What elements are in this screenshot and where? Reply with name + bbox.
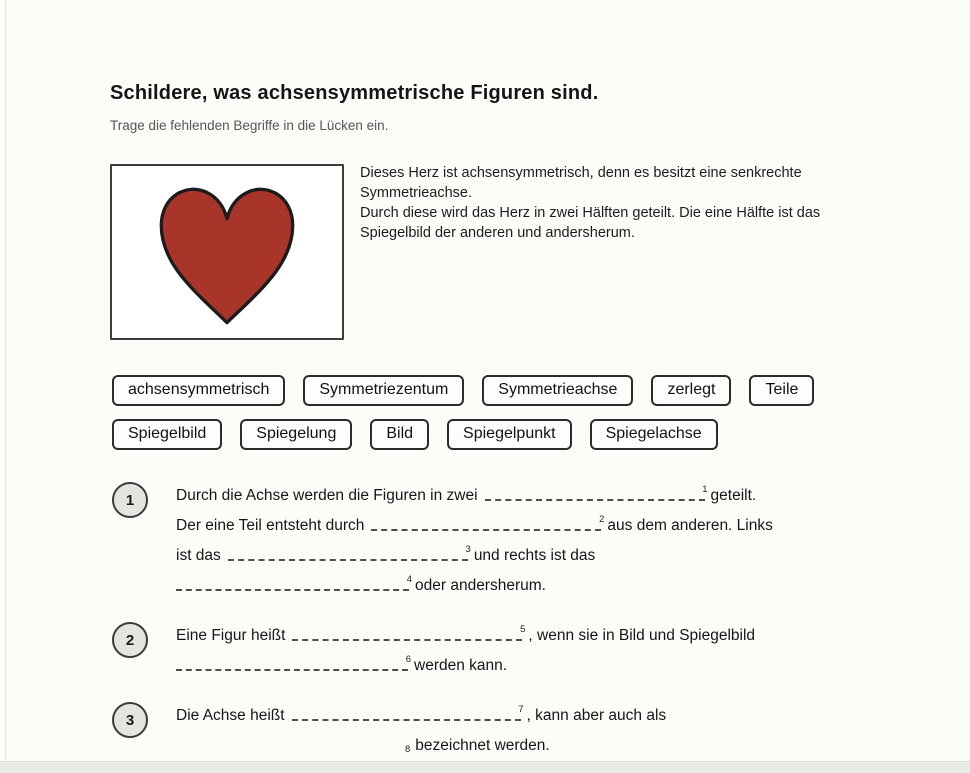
blank-number: 2 bbox=[599, 514, 605, 525]
word-chip-achsensymmetrisch[interactable]: achsensymmetrisch bbox=[112, 375, 285, 406]
line-text: werden kann. bbox=[414, 657, 508, 674]
line-text: geteilt. bbox=[710, 487, 757, 504]
exercise-1-lines bbox=[176, 479, 773, 601]
line-text: Eine Figur heißt bbox=[176, 627, 286, 644]
blank-field-7[interactable] bbox=[292, 704, 524, 721]
page-left-edge bbox=[5, 0, 6, 773]
line-text: und rechts ist das bbox=[473, 547, 596, 564]
blank-number[interactable]: 8 bbox=[405, 744, 411, 755]
line-text: Der eine Teil entsteht durch bbox=[176, 517, 365, 534]
word-chip-bild[interactable]: Bild bbox=[370, 419, 429, 450]
page-bottom-edge bbox=[0, 761, 970, 773]
heart-explanation bbox=[360, 163, 880, 243]
line-text: , wenn sie in Bild und Spiegelbild bbox=[528, 627, 756, 644]
heart-figure-box bbox=[110, 164, 344, 340]
page-instructions: Trage die fehlenden Begriffe in die Lücken ein. bbox=[110, 118, 389, 133]
exercise-3 bbox=[112, 699, 773, 761]
explanation-line: Symmetrieachse. bbox=[360, 185, 473, 201]
exercise-line bbox=[176, 541, 773, 571]
blank-number: 1 bbox=[702, 484, 708, 495]
word-bank-row-1 bbox=[112, 375, 814, 406]
word-chip-zerlegt[interactable]: zerlegt bbox=[651, 375, 731, 406]
exercise-line bbox=[176, 511, 773, 541]
line-text: , kann aber auch als bbox=[526, 707, 667, 724]
blank-field-6[interactable] bbox=[176, 654, 411, 671]
word-chip-symmetrieachse[interactable]: Symmetrieachse bbox=[482, 375, 633, 406]
word-chip-spiegelbild[interactable]: Spiegelbild bbox=[112, 419, 222, 450]
word-chip-symmetriezentum[interactable]: Symmetriezentum bbox=[303, 375, 464, 406]
blank-field-5[interactable] bbox=[292, 624, 526, 641]
blank-field-1[interactable] bbox=[485, 484, 708, 501]
line-text: ist das bbox=[176, 547, 221, 564]
heart-icon bbox=[143, 173, 311, 331]
exercise-line bbox=[176, 651, 755, 681]
exercise-3-lines bbox=[176, 699, 666, 761]
exercise-number-badge: 3 bbox=[112, 702, 148, 738]
exercise-number-badge: 2 bbox=[112, 622, 148, 658]
exercise-line bbox=[176, 731, 666, 761]
exercise-1 bbox=[112, 479, 773, 601]
blank-field-3[interactable] bbox=[228, 544, 471, 561]
blank-field-4[interactable] bbox=[176, 574, 412, 591]
blank-number: 6 bbox=[405, 654, 411, 665]
blank-number: 4 bbox=[406, 574, 412, 585]
blank-number: 5 bbox=[520, 624, 526, 635]
word-bank-row-2 bbox=[112, 419, 718, 450]
heart-shape bbox=[161, 189, 292, 322]
exercise-line bbox=[176, 481, 773, 511]
line-text: bezeichnet werden. bbox=[415, 737, 550, 754]
line-text: Durch die Achse werden die Figuren in zwei bbox=[176, 487, 478, 504]
line-text: oder andersherum. bbox=[415, 577, 546, 594]
word-chip-teile[interactable]: Teile bbox=[749, 375, 814, 406]
blank-field-2[interactable] bbox=[371, 514, 605, 531]
exercise-line bbox=[176, 571, 773, 601]
word-chip-spiegelung[interactable]: Spiegelung bbox=[240, 419, 352, 450]
page-title: Schildere, was achsensymmetrische Figuren sind. bbox=[110, 82, 599, 104]
exercise-number-badge: 1 bbox=[112, 482, 148, 518]
word-chip-spiegelachse[interactable]: Spiegelachse bbox=[590, 419, 718, 450]
explanation-line: Durch diese wird das Herz in zwei Hälften geteilt. Die eine Hälfte ist das bbox=[360, 205, 821, 221]
line-text: aus dem anderen. Links bbox=[607, 517, 773, 534]
line-text: Die Achse heißt bbox=[176, 707, 285, 724]
exercise-list bbox=[112, 479, 773, 773]
exercise-2 bbox=[112, 619, 773, 681]
exercise-line bbox=[176, 701, 666, 731]
word-chip-spiegelpunkt[interactable]: Spiegelpunkt bbox=[447, 419, 572, 450]
exercise-2-lines bbox=[176, 619, 755, 681]
blank-number: 7 bbox=[518, 704, 524, 715]
blank-number: 3 bbox=[465, 544, 471, 555]
exercise-line bbox=[176, 621, 755, 651]
explanation-line: Spiegelbild der anderen und andersherum. bbox=[360, 225, 635, 241]
explanation-line: Dieses Herz ist achsensymmetrisch, denn es besitzt eine senkrechte bbox=[360, 165, 802, 181]
